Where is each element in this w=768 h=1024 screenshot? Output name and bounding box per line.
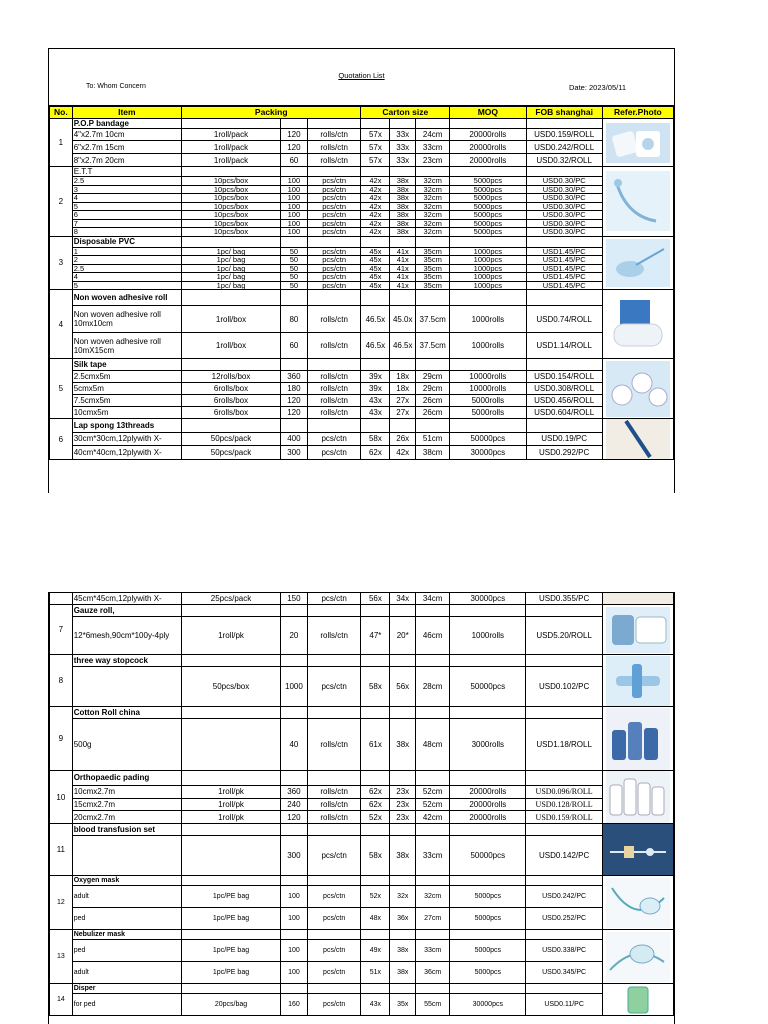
item-photo xyxy=(602,984,673,1016)
item-number: 9 xyxy=(50,707,73,771)
table-row: 2.5cmx5m 12rolls/box 360 rolls/ctn 39x 18x 29cm 10000rolls USD0.154/ROLL xyxy=(50,371,674,383)
item-title-row xyxy=(50,167,674,177)
item-number: 8 xyxy=(50,655,73,707)
item-title-row xyxy=(50,771,674,786)
nebulizer-mask-photo-icon xyxy=(606,932,670,982)
col-photo: Refer.Photo xyxy=(602,107,673,119)
item-photo xyxy=(602,359,673,419)
table-row: 2.5 10pcs/box 100 pcs/ctn 42x 38x 32cm 5000pcs USD0.30/PC xyxy=(50,177,674,186)
silk-tape-photo-icon xyxy=(606,361,670,417)
item-title-row xyxy=(50,359,674,371)
table-row: 8"x2.7m 20cm 1roll/pack 60 rolls/ctn 57x 33x 23cm 20000rolls USD0.32/ROLL xyxy=(50,154,674,167)
table-row: ped 1pc/PE bag 100 pcs/ctn 48x 36x 27cm 5000pcs USD0.252/PC xyxy=(50,908,674,930)
table-row: adult 1pc/PE bag 100 pcs/ctn 51x 38x 36cm 5000pcs USD0.345/PC xyxy=(50,962,674,984)
quotation-table xyxy=(49,106,674,460)
col-item: Item xyxy=(72,107,181,119)
table-row: 4"x2.7m 10cm 1roll/pack 120 rolls/ctn 57x 33x 24cm 20000rolls USD0.159/ROLL xyxy=(50,129,674,141)
item-photo xyxy=(602,707,673,771)
quotation-table-continued xyxy=(49,592,674,1016)
item-name: blood transfusion set xyxy=(72,824,181,836)
item-name: E.T.T xyxy=(72,167,181,177)
col-packing: Packing xyxy=(182,107,361,119)
item-number: 11 xyxy=(50,824,73,876)
table-row: 6"x2.7m 15cm 1roll/pack 120 rolls/ctn 57x 33x 33cm 20000rolls USD0.242/ROLL xyxy=(50,141,674,154)
item-photo xyxy=(602,930,673,984)
quotation-sheet-page-1 xyxy=(48,48,675,493)
padding-photo-icon xyxy=(606,771,670,823)
item-name: Disposable PVC xyxy=(72,236,181,247)
item-photo xyxy=(602,236,673,290)
table-row: adult 1pc/PE bag 100 pcs/ctn 52x 32x 32cm 5000pcs USD0.242/PC xyxy=(50,886,674,908)
cotton-roll-photo-icon xyxy=(606,708,670,770)
item-title-row xyxy=(50,119,674,129)
item-number: 5 xyxy=(50,359,73,419)
table-row: for ped 20pcs/bag 160 pcs/ctn 43x 35x 55cm 30000pcs USD0.11/PC xyxy=(50,994,674,1016)
adhesive-roll-photo-icon xyxy=(606,294,670,354)
col-moq: MOQ xyxy=(450,107,526,119)
item-photo xyxy=(602,824,673,876)
recipient-line: To: Whom Concern xyxy=(86,83,146,90)
table-row: 40cm*40cm,12plywith X- 50pcs/pack 300 pcs/ctn 62x 42x 38cm 30000pcs USD0.292/PC xyxy=(50,446,674,460)
table-row: 8 10pcs/box 100 pcs/ctn 42x 38x 32cm 5000pcs USD0.30/PC xyxy=(50,228,674,237)
table-row: 15cmx2.7m 1roll/pk 240 rolls/ctn 62x 23x 52cm 20000rolls USD0.128/ROLL xyxy=(50,798,674,811)
table-row: 5cmx5m 6rolls/box 180 rolls/ctn 39x 18x 29cm 10000rolls USD0.308/ROLL xyxy=(50,383,674,395)
table-row: 2.5 1pc/ bag 50 pcs/ctn 45x 41x 35cm 1000pcs USD1.45/PC xyxy=(50,264,674,273)
col-carton: Carton size xyxy=(361,107,450,119)
table-row: 4 10pcs/box 100 pcs/ctn 42x 38x 32cm 5000pcs USD0.30/PC xyxy=(50,194,674,203)
item-name: Gauze roll, xyxy=(72,605,181,617)
item-title-row xyxy=(50,984,674,994)
item-name: Disper xyxy=(72,984,181,994)
table-row: 1 1pc/ bag 50 pcs/ctn 45x 41x 35cm 1000pcs USD1.45/PC xyxy=(50,247,674,256)
table-row: 6 10pcs/box 100 pcs/ctn 42x 38x 32cm 5000pcs USD0.30/PC xyxy=(50,211,674,220)
item-title-row xyxy=(50,236,674,247)
tube-photo-icon xyxy=(606,171,670,231)
gauze-roll-photo-icon xyxy=(606,607,670,653)
item-photo xyxy=(602,876,673,930)
item-name: Orthopaedic pading xyxy=(72,771,181,786)
item-title-row xyxy=(50,419,674,433)
bandage-photo-icon xyxy=(606,123,670,163)
item-name: Non woven adhesive roll xyxy=(72,290,181,306)
table-row: Non woven adhesive roll 10mx10cm 1roll/box 80 rolls/ctn 46.5x 45.0x 37.5cm 1000rolls USD0.74/ROLL xyxy=(50,306,674,333)
item-number: 7 xyxy=(50,605,73,655)
item-number: 4 xyxy=(50,290,73,359)
item-number: 13 xyxy=(50,930,73,984)
item-title-row xyxy=(50,930,674,940)
item-number: 12 xyxy=(50,876,73,930)
pvc-mask-photo-icon xyxy=(606,239,670,287)
item-name: three way stopcock xyxy=(72,655,181,667)
table-row: 5 10pcs/box 100 pcs/ctn 42x 38x 32cm 5000pcs USD0.30/PC xyxy=(50,202,674,211)
item-title-row xyxy=(50,290,674,306)
table-row: 30cm*30cm,12plywith X- 50pcs/pack 400 pcs/ctn 58x 26x 51cm 50000pcs USD0.19/PC xyxy=(50,432,674,446)
item-title-row xyxy=(50,655,674,667)
item-photo xyxy=(602,167,673,237)
item-number: 14 xyxy=(50,984,73,1016)
quotation-sheet-page-2 xyxy=(48,592,675,1024)
table-row: 300 pcs/ctn 58x 38x 33cm 50000pcs USD0.142/PC xyxy=(50,836,674,876)
stopcock-photo-icon xyxy=(606,656,670,706)
col-no: No. xyxy=(50,107,73,119)
document-title: Quotation List xyxy=(338,71,385,80)
item-number: 2 xyxy=(50,167,73,237)
item-title-row xyxy=(50,707,674,719)
table-row: 500g 40 rolls/ctn 61x 38x 48cm 3000rolls USD1.18/ROLL xyxy=(50,719,674,771)
item-title-row xyxy=(50,876,674,886)
table-row: ped 1pc/PE bag 100 pcs/ctn 49x 38x 33cm 5000pcs USD0.338/PC xyxy=(50,940,674,962)
item-title-row xyxy=(50,824,674,836)
item-photo xyxy=(602,655,673,707)
col-fob: FOB shanghai xyxy=(526,107,602,119)
transfusion-set-photo-icon xyxy=(606,826,670,874)
diaper-photo-icon xyxy=(606,985,670,1015)
item-photo xyxy=(602,290,673,359)
table-row: 2 1pc/ bag 50 pcs/ctn 45x 41x 35cm 1000pcs USD1.45/PC xyxy=(50,256,674,265)
item-photo xyxy=(602,119,673,167)
lap-sponge-photo-icon xyxy=(606,419,670,459)
item-name: Nebulizer mask xyxy=(72,930,181,940)
item-name: Oxygen mask xyxy=(72,876,181,886)
sheet-header xyxy=(49,49,674,106)
item-name: Silk tape xyxy=(72,359,181,371)
item-number: 3 xyxy=(50,236,73,290)
table-row: 3 10pcs/box 100 pcs/ctn 42x 38x 32cm 5000pcs USD0.30/PC xyxy=(50,185,674,194)
item-number: 10 xyxy=(50,771,73,824)
item-photo xyxy=(602,771,673,824)
table-row: 5 1pc/ bag 50 pcs/ctn 45x 41x 35cm 1000pcs USD1.45/PC xyxy=(50,281,674,290)
table-row: 7 10pcs/box 100 pcs/ctn 42x 38x 32cm 5000pcs USD0.30/PC xyxy=(50,219,674,228)
table-row: 12*6mesh,90cm*100y-4ply 1roll/pk 20 rolls/ctn 47* 20* 46cm 1000rolls USD5.20/ROLL xyxy=(50,617,674,655)
item-name: Cotton Roll china xyxy=(72,707,181,719)
table-row: Non woven adhesive roll 10mX15cm 1roll/box 60 rolls/ctn 46.5x 46.5x 37.5cm 1000rolls USD1.14/ROLL xyxy=(50,333,674,359)
table-row: 4 1pc/ bag 50 pcs/ctn 45x 41x 35cm 1000pcs USD1.45/PC xyxy=(50,273,674,282)
table-row: 45cm*45cm,12plywith X- 25pcs/pack 150 pcs/ctn 56x 34x 34cm 30000pcs USD0.355/PC xyxy=(50,593,674,605)
table-row: 50pcs/box 1000 pcs/ctn 58x 56x 28cm 50000pcs USD0.102/PC xyxy=(50,667,674,707)
item-photo xyxy=(602,605,673,655)
item-number: 6 xyxy=(50,419,73,460)
item-name: P.O.P bandage xyxy=(72,119,181,129)
item-title-row xyxy=(50,605,674,617)
item-number: 1 xyxy=(50,119,73,167)
table-row: 7.5cmx5m 6rolls/box 120 rolls/ctn 43x 27x 26cm 5000rolls USD0.456/ROLL xyxy=(50,395,674,407)
item-photo xyxy=(602,419,673,460)
oxygen-mask-photo-icon xyxy=(606,878,670,928)
item-name: Lap spong 13threads xyxy=(72,419,181,433)
table-row: 10cmx2.7m 1roll/pk 360 rolls/ctn 62x 23x 52cm 20000rolls USD0.096/ROLL xyxy=(50,785,674,798)
table-row: 10cmx5m 6rolls/box 120 rolls/ctn 43x 27x 26cm 5000rolls USD0.604/ROLL xyxy=(50,407,674,419)
date-line: Date: 2023/05/11 xyxy=(569,83,626,92)
column-header-row xyxy=(50,107,674,119)
table-row: 20cmx2.7m 1roll/pk 120 rolls/ctn 52x 23x 42cm 20000rolls USD0.159/ROLL xyxy=(50,811,674,824)
